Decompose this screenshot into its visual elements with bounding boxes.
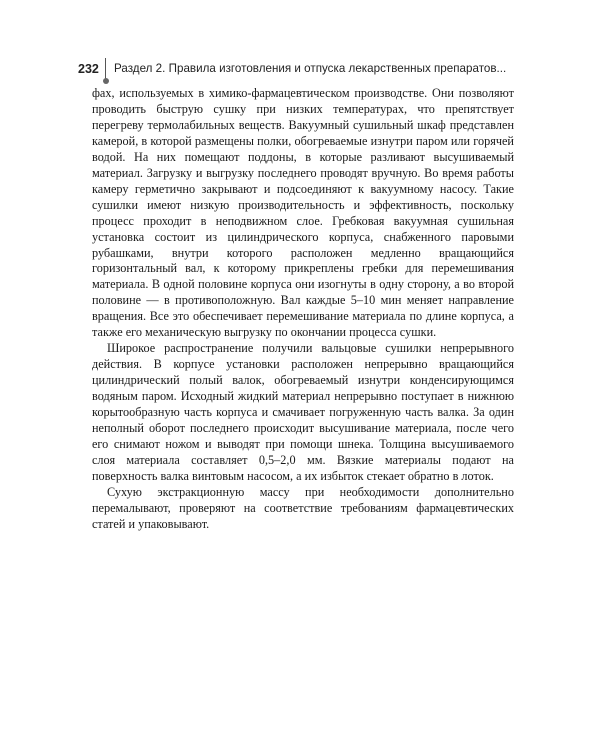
page-header bbox=[78, 58, 528, 82]
running-title: Раздел 2. Правила изготовления и отпуска лекарственных препаратов... bbox=[114, 62, 507, 75]
paragraph-1: фах, используемых в химико-фармацевтическом производстве. Они позволяют проводить быструю сушку при низких температурах, что препятствует перегреву термолабильных веществ. Вакуумный сушильный шкаф представлен камерой, в которой размещены полки, обогреваемые изнутри паром или горячей водой. На них помещают поддоны, в которые разливают высушиваемый материал. Загрузку и выгрузку последнего проводят вручную. Во время работы камеру герметично закрывают и подсоединяют к вакуумному насосу. Такие сушилки имеют низкую производительность и эффективность, поскольку процесс проходит в неподвижном слое. Гребковая вакуумная сушильная установка состоит из цилиндрического корпуса, снабженного паровыми рубашками, внутри которого расположен медленно вращающийся горизонтальный вал, к которому прикреплены гребки для перемешивания материала. В одной половине корпуса они изогнуты в одну сторону, а во второй половине — в противоположную. Вал каждые 5–10 мин меняет направление вращения. Все это обеспечивает перемешивание материала по длине корпуса, а также его механическую выгрузку по окончании процесса сушки. bbox=[92, 86, 514, 340]
header-divider-dot bbox=[103, 78, 109, 84]
page-number: 232 bbox=[78, 62, 99, 76]
body-text bbox=[92, 86, 514, 533]
paragraph-3: Сухую экстракционную массу при необходимости дополнительно перемалывают, проверяют на соответствие требованиям фармацевтических статей и упаковывают. bbox=[92, 484, 514, 531]
paragraph-2: Широкое распространение получили вальцовые сушилки непрерывного действия. В корпусе установки расположен непрерывно вращающийся цилиндрический полый валок, обогреваемый изнутри конденсирующимся водяным паром. Исходный жидкий материал непрерывно поступает в нижнюю корытообразную часть корпуса и смачивает погруженную часть валка. За один неполный оборот последнего происходит высушивание материала, после чего его снимают ножом и выводят при помощи шнека. Толщина высушиваемого слоя материала составляет 0,5–2,0 мм. Вязкие материалы подают на поверхность валка винтовым насосом, а их избыток стекает обратно в лоток. bbox=[92, 341, 514, 483]
